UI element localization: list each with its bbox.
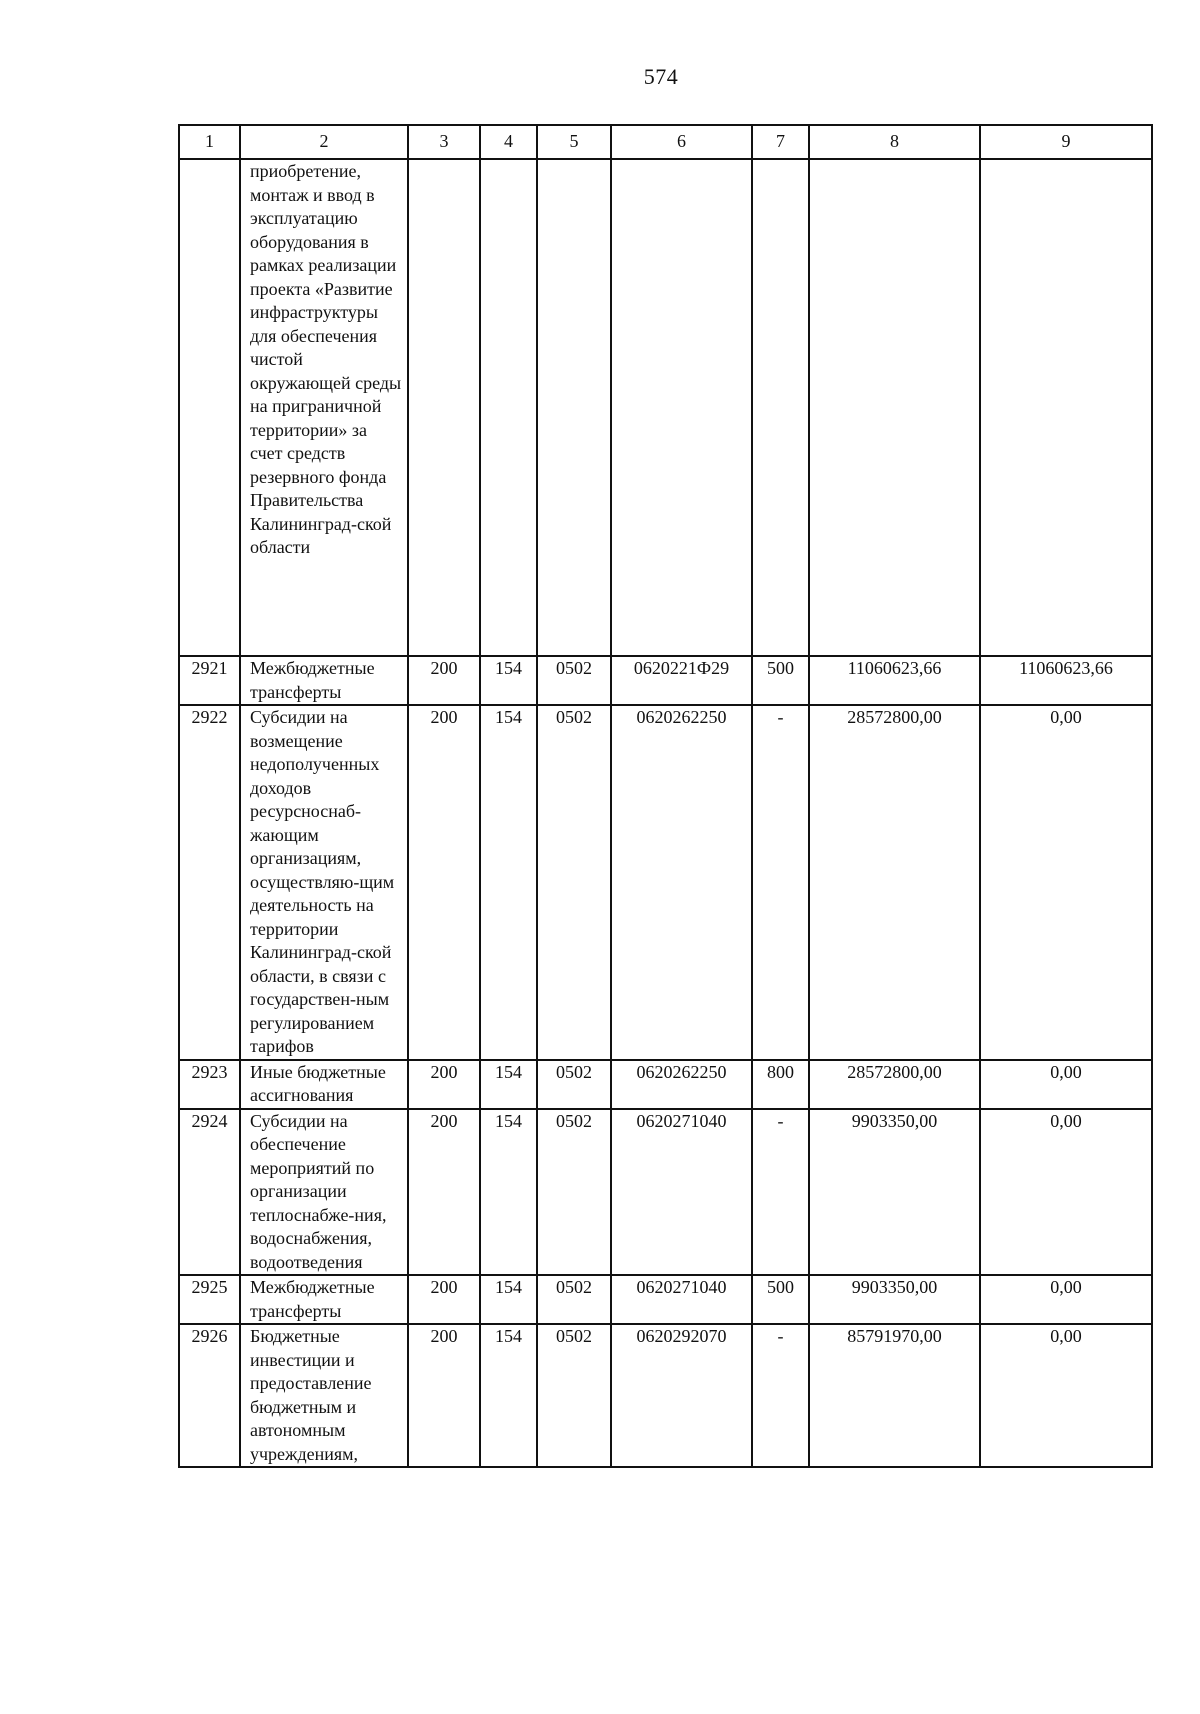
description-cell: Бюджетные инвестиции и предоставление бюджетным и автономным учреждениям,: [240, 1324, 408, 1467]
code-3-cell: 200: [408, 705, 480, 1060]
table-row-2924: [179, 1109, 1152, 1276]
amount-8-cell: 11060623,66: [809, 656, 980, 705]
column-header-4: 4: [480, 125, 537, 159]
code-4-cell: 154: [480, 656, 537, 705]
table-row-2923: [179, 1060, 1152, 1109]
code-5-cell: [537, 159, 611, 656]
code-5-cell: 0502: [537, 1324, 611, 1467]
amount-9-cell: 0,00: [980, 705, 1152, 1060]
code-6-cell: 0620221Ф29: [611, 656, 752, 705]
code-3-cell: 200: [408, 656, 480, 705]
code-3-cell: 200: [408, 1060, 480, 1109]
row-number-cell: [179, 159, 240, 656]
code-3-cell: 200: [408, 1324, 480, 1467]
amount-8-cell: 28572800,00: [809, 705, 980, 1060]
column-header-5: 5: [537, 125, 611, 159]
description-cell: Межбюджетные трансферты: [240, 656, 408, 705]
row-number-cell: 2925: [179, 1275, 240, 1324]
column-header-1: 1: [179, 125, 240, 159]
row-number-cell: 2922: [179, 705, 240, 1060]
code-6-cell: 0620271040: [611, 1275, 752, 1324]
amount-9-cell: 0,00: [980, 1109, 1152, 1276]
amount-8-cell: 85791970,00: [809, 1324, 980, 1467]
code-6-cell: 0620262250: [611, 1060, 752, 1109]
code-3-cell: [408, 159, 480, 656]
amount-8-cell: 9903350,00: [809, 1109, 980, 1276]
code-4-cell: 154: [480, 1060, 537, 1109]
row-number-cell: 2923: [179, 1060, 240, 1109]
code-4-cell: 154: [480, 1275, 537, 1324]
amount-9-cell: 11060623,66: [980, 656, 1152, 705]
code-5-cell: 0502: [537, 705, 611, 1060]
column-header-2: 2: [240, 125, 408, 159]
amount-8-cell: 28572800,00: [809, 1060, 980, 1109]
code-7-cell: -: [752, 705, 809, 1060]
code-7-cell: 500: [752, 656, 809, 705]
header-row: [179, 125, 1152, 159]
amount-9-cell: 0,00: [980, 1060, 1152, 1109]
row-number-cell: 2924: [179, 1109, 240, 1276]
table-row-2926: [179, 1324, 1152, 1467]
column-header-6: 6: [611, 125, 752, 159]
description-cell: Межбюджетные трансферты: [240, 1275, 408, 1324]
code-5-cell: 0502: [537, 1109, 611, 1276]
code-3-cell: 200: [408, 1275, 480, 1324]
code-4-cell: 154: [480, 1109, 537, 1276]
description-cell: приобретение, монтаж и ввод в эксплуатацию оборудования в рамках реализации проекта «Развитие инфраструктуры для обеспечения чистой окружающей среды на приграничной территории» за счет средств резервного фонда Правительства Калининград-ской области: [240, 159, 408, 656]
code-4-cell: 154: [480, 705, 537, 1060]
description-cell: Субсидии на возмещение недополученных доходов ресурсноснаб-жающим организациям, осуществляю-щим деятельность на территории Калининград-ской области, в связи с государствен-ным регулированием тарифов: [240, 705, 408, 1060]
code-6-cell: 0620292070: [611, 1324, 752, 1467]
table-row-continuation: [179, 159, 1152, 656]
code-7-cell: -: [752, 1109, 809, 1276]
code-6-cell: 0620262250: [611, 705, 752, 1060]
code-7-cell: [752, 159, 809, 656]
amount-8-cell: 9903350,00: [809, 1275, 980, 1324]
code-6-cell: [611, 159, 752, 656]
code-4-cell: [480, 159, 537, 656]
page-number: 574: [643, 64, 679, 89]
column-header-3: 3: [408, 125, 480, 159]
code-6-cell: 0620271040: [611, 1109, 752, 1276]
amount-8-cell: [809, 159, 980, 656]
column-header-8: 8: [809, 125, 980, 159]
code-3-cell: 200: [408, 1109, 480, 1276]
table-row-2922: [179, 705, 1152, 1060]
description-cell: Субсидии на обеспечение мероприятий по организации теплоснабже-ния, водоснабжения, водоотведения: [240, 1109, 408, 1276]
code-5-cell: 0502: [537, 1060, 611, 1109]
description-cell: Иные бюджетные ассигнования: [240, 1060, 408, 1109]
code-4-cell: 154: [480, 1324, 537, 1467]
row-number-cell: 2921: [179, 656, 240, 705]
code-7-cell: -: [752, 1324, 809, 1467]
budget-table: [178, 124, 1153, 1468]
code-5-cell: 0502: [537, 656, 611, 705]
code-7-cell: 500: [752, 1275, 809, 1324]
table-row-2921: [179, 656, 1152, 705]
column-header-9: 9: [980, 125, 1152, 159]
row-number-cell: 2926: [179, 1324, 240, 1467]
table-row-2925: [179, 1275, 1152, 1324]
column-header-7: 7: [752, 125, 809, 159]
amount-9-cell: 0,00: [980, 1324, 1152, 1467]
amount-9-cell: 0,00: [980, 1275, 1152, 1324]
code-5-cell: 0502: [537, 1275, 611, 1324]
amount-9-cell: [980, 159, 1152, 656]
code-7-cell: 800: [752, 1060, 809, 1109]
